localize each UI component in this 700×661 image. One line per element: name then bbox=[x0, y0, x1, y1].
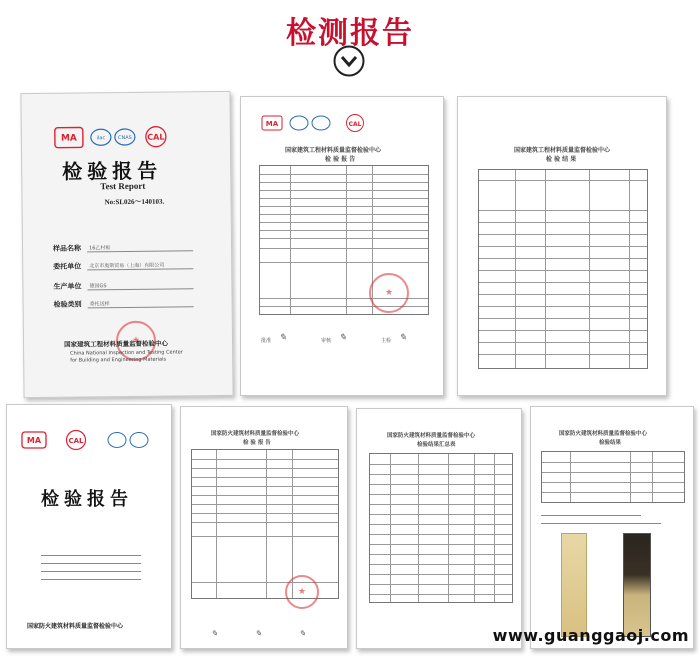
report-header: 国家防火建筑材料质量监督检验中心 bbox=[559, 431, 648, 437]
field-value: 16乙村板 bbox=[89, 245, 111, 252]
page-title: 检测报告 bbox=[286, 16, 414, 51]
svg-text:CAL: CAL bbox=[348, 121, 362, 128]
cnas-logo bbox=[311, 115, 331, 135]
cal-logo bbox=[345, 113, 365, 137]
sample-photo-before bbox=[561, 533, 587, 637]
chevron-down-circle-icon bbox=[333, 45, 365, 77]
report-title: 检验报告 bbox=[41, 489, 133, 510]
report-page-2 bbox=[457, 96, 667, 396]
results-table bbox=[541, 451, 685, 503]
signature: ✎ bbox=[255, 629, 262, 638]
site-watermark: www.guanggaoj.com bbox=[492, 626, 689, 645]
report-header-2: 检 验 报 告 bbox=[243, 440, 271, 446]
svg-text:MA: MA bbox=[26, 436, 42, 445]
cnas-logo bbox=[114, 127, 136, 151]
signature-label-approve: 批准 bbox=[261, 338, 272, 344]
svg-text:ilac: ilac bbox=[96, 135, 106, 142]
sample-photo-after bbox=[623, 533, 651, 637]
report-header: 国家防火建筑材料质量监督检验中心 bbox=[211, 431, 300, 437]
field-label: 生产单位 bbox=[53, 282, 82, 291]
field-value: 北京市奥斯贸易（上海）有限公司 bbox=[89, 262, 165, 270]
signature: ✎ bbox=[399, 333, 407, 343]
signature: ✎ bbox=[299, 629, 306, 638]
fire-summary-page bbox=[356, 408, 522, 649]
cal-logo bbox=[144, 125, 168, 153]
svg-text:MA: MA bbox=[265, 120, 279, 128]
center-name-cn: 国家防火建筑材料质量监督检验中心 bbox=[27, 623, 124, 630]
signature: ✎ bbox=[279, 333, 287, 343]
center-name-en: China National Inspection and Testing Center bbox=[70, 349, 183, 357]
report-subtitle: Test Report bbox=[100, 180, 146, 192]
report-header: 国家防火建筑材料质量监督检验中心 bbox=[387, 433, 476, 439]
report-number: No:SL026～140103. bbox=[104, 197, 165, 207]
fire-report-page-1 bbox=[180, 406, 348, 649]
cma-logo bbox=[21, 431, 47, 453]
signature-label-inspect: 主检 bbox=[381, 338, 392, 344]
field-label: 检验类别 bbox=[53, 300, 82, 309]
cnas-logo bbox=[129, 431, 149, 453]
report-header-2: 检 验 结 果 bbox=[546, 156, 577, 163]
field-value: 委托送样 bbox=[89, 301, 110, 308]
summary-table bbox=[369, 453, 513, 603]
cma-logo bbox=[261, 115, 283, 135]
results-table bbox=[478, 169, 648, 369]
center-name-en-2: for Building and Engineering Materials bbox=[70, 356, 167, 364]
svg-text:CAL: CAL bbox=[147, 132, 165, 142]
report-page-1 bbox=[240, 96, 444, 396]
fire-results-page bbox=[492, 406, 694, 649]
ilac-mra-logo bbox=[90, 127, 112, 151]
ilac-mra-logo bbox=[289, 115, 309, 135]
report-header-2: 检验结果 bbox=[599, 440, 622, 446]
signature: ✎ bbox=[339, 333, 347, 343]
official-stamp bbox=[285, 575, 319, 609]
cma-logo bbox=[54, 126, 84, 152]
field-label: 委托单位 bbox=[53, 262, 82, 271]
report-header: 国家建筑工程材料质量监督检验中心 bbox=[285, 147, 382, 154]
report-header-2: 检验结果汇总表 bbox=[417, 442, 456, 448]
report-header-2: 检 验 报 告 bbox=[325, 156, 356, 163]
center-name-cn: 国家建筑工程材料质量监督检验中心 bbox=[64, 339, 169, 349]
fire-cover-document bbox=[6, 404, 172, 649]
report-title: 检验报告 bbox=[62, 158, 163, 184]
signature-label-review: 审核 bbox=[321, 338, 332, 344]
signature: ✎ bbox=[211, 629, 218, 638]
svg-text:CNAS: CNAS bbox=[117, 134, 132, 142]
report-header: 国家建筑工程材料质量监督检验中心 bbox=[514, 147, 611, 154]
ilac-mra-logo bbox=[107, 431, 127, 453]
official-stamp bbox=[369, 273, 409, 313]
report-table bbox=[191, 449, 339, 599]
svg-text:CAL: CAL bbox=[68, 437, 84, 445]
field-value: 德国GS bbox=[89, 283, 107, 290]
svg-text:MA: MA bbox=[60, 133, 77, 144]
field-label: 样品名称 bbox=[52, 244, 82, 253]
cert-cover-document bbox=[20, 91, 233, 398]
cal-logo bbox=[65, 429, 87, 455]
